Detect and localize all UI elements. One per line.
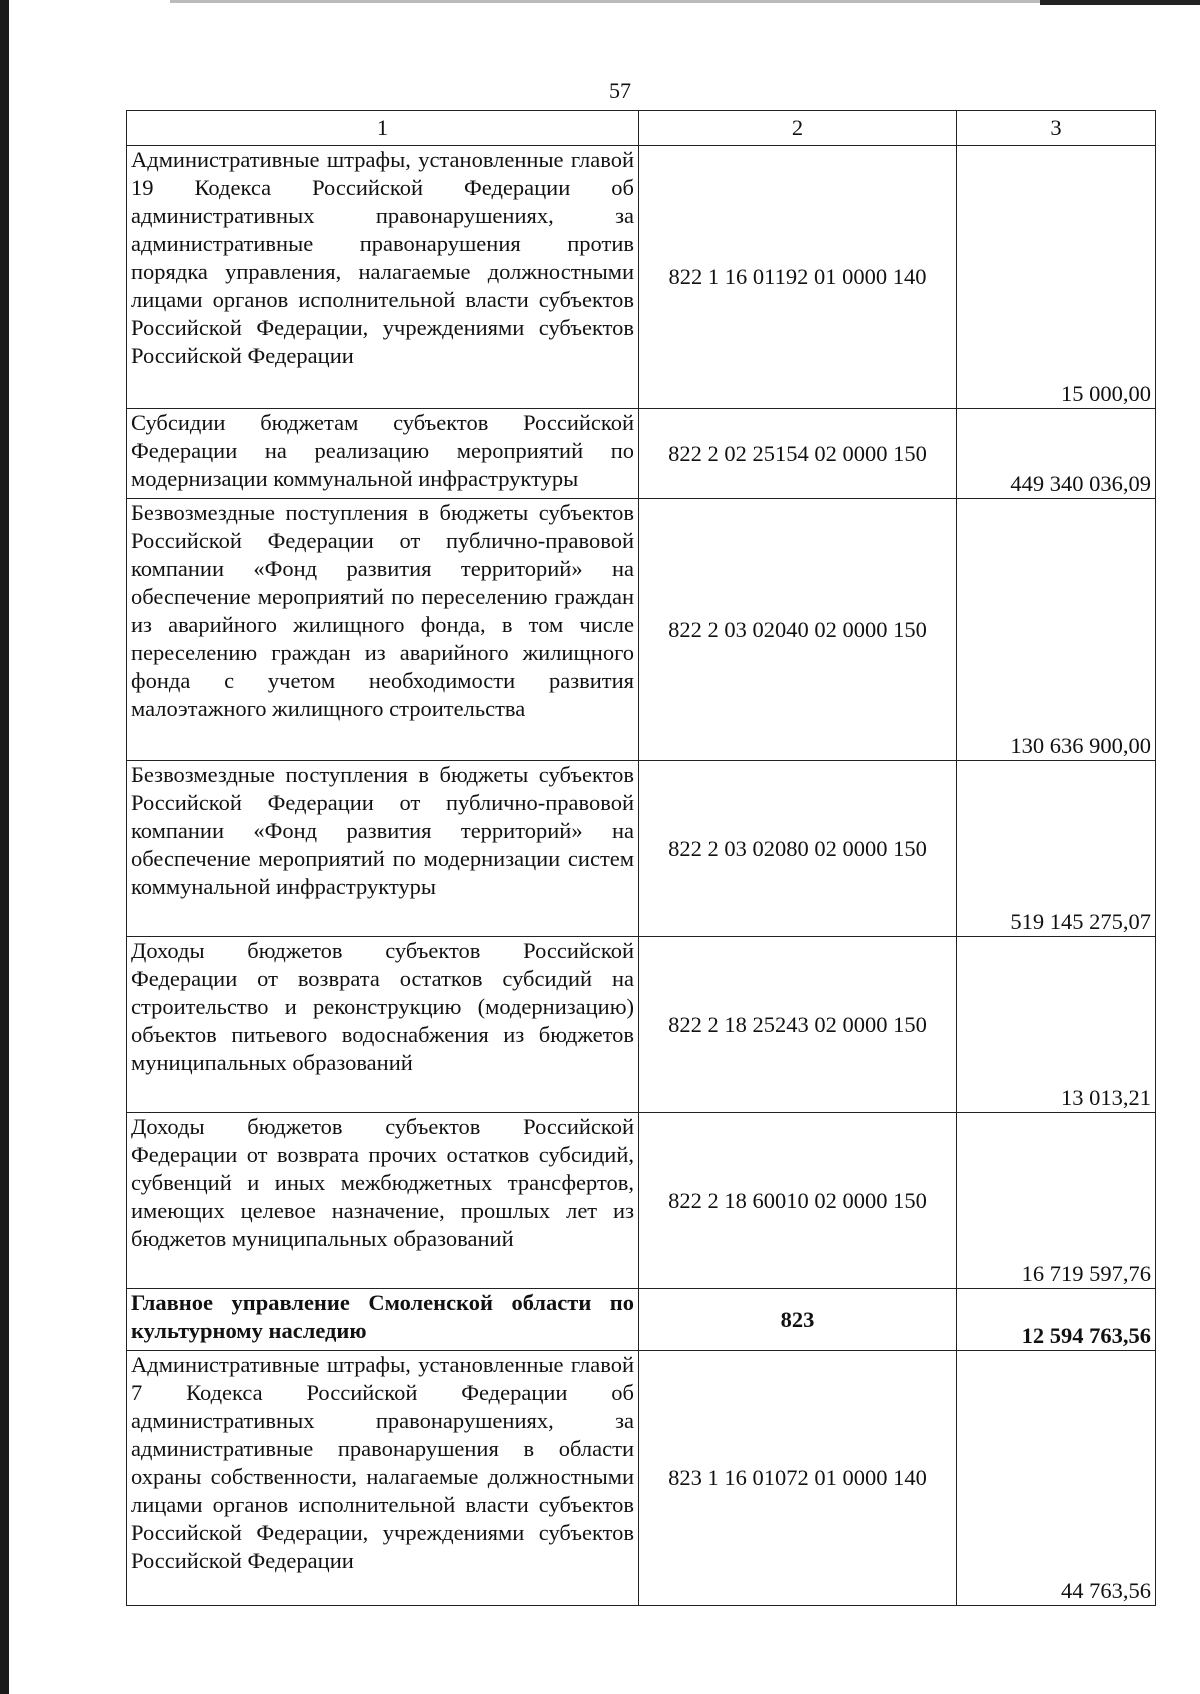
row-description: Доходы бюджетов субъектов Российской Федерации от возврата прочих остатков субсидий, субвенций и иных межбюджетных трансфертов, имеющих целевое назначение, прошлых лет из бюджетов муниципальных образований — [127, 1113, 639, 1289]
table-row — [127, 1351, 1156, 1606]
table-row — [127, 499, 1156, 761]
row-budget-code: 822 1 16 01192 01 0000 140 — [639, 146, 957, 409]
row-amount: 15 000,00 — [957, 146, 1156, 409]
row-description: Административные штрафы, установленные главой 19 Кодекса Российской Федерации об административных правонарушениях, за административные правонарушения против порядка управления, налагаемые должностными лицами органов исполнительной власти субъектов Российской Федерации, учреждениями субъектов Российской Федерации — [127, 146, 639, 409]
row-amount: 13 013,21 — [957, 937, 1156, 1113]
row-amount: 449 340 036,09 — [957, 409, 1156, 499]
row-amount: 130 636 900,00 — [957, 499, 1156, 761]
row-amount: 519 145 275,07 — [957, 761, 1156, 937]
row-amount: 16 719 597,76 — [957, 1113, 1156, 1289]
row-budget-code: 822 2 03 02080 02 0000 150 — [639, 761, 957, 937]
row-budget-code: 823 — [639, 1289, 957, 1351]
row-budget-code: 823 1 16 01072 01 0000 140 — [639, 1351, 957, 1606]
row-budget-code: 822 2 02 25154 02 0000 150 — [639, 409, 957, 499]
table-row — [127, 409, 1156, 499]
table-row — [127, 761, 1156, 937]
table-header-row — [127, 111, 1156, 146]
column-header-3: 3 — [957, 111, 1156, 146]
scan-edge-top-mark — [1040, 0, 1200, 5]
row-description: Безвозмездные поступления в бюджеты субъектов Российской Федерации от публично-правовой компании «Фонд развития территорий» на обеспечение мероприятий по переселению граждан из аварийного жилищного фонда, в том числе переселению граждан из аварийного жилищного фонда с учетом необходимости развития малоэтажного жилищного строительства — [127, 499, 639, 761]
table-row — [127, 1113, 1156, 1289]
row-description: Субсидии бюджетам субъектов Российской Федерации на реализацию мероприятий по модернизации коммунальной инфраструктуры — [127, 409, 639, 499]
column-header-1: 1 — [127, 111, 639, 146]
row-budget-code: 822 2 18 25243 02 0000 150 — [639, 937, 957, 1113]
scan-edge-left — [0, 0, 9, 1694]
row-budget-code: 822 2 18 60010 02 0000 150 — [639, 1113, 957, 1289]
row-description: Доходы бюджетов субъектов Российской Федерации от возврата остатков субсидий на строительство и реконструкцию (модернизацию) объектов питьевого водоснабжения из бюджетов муниципальных образований — [127, 937, 639, 1113]
budget-revenue-table — [126, 110, 1156, 1606]
row-amount: 44 763,56 — [957, 1351, 1156, 1606]
scan-edge-top — [170, 0, 1070, 3]
column-header-2: 2 — [639, 111, 957, 146]
row-budget-code: 822 2 03 02040 02 0000 150 — [639, 499, 957, 761]
table-row — [127, 146, 1156, 409]
table-row — [127, 937, 1156, 1113]
row-description: Административные штрафы, установленные главой 7 Кодекса Российской Федерации об административных правонарушениях, за административные правонарушения в области охраны собственности, налагаемые должностными лицами органов исполнительной власти субъектов Российской Федерации, учреждениями субъектов Российской Федерации — [127, 1351, 639, 1606]
page-number: 57 — [609, 78, 631, 103]
row-description: Главное управление Смоленской области по культурному наследию — [127, 1289, 639, 1351]
table-row-section-header — [127, 1289, 1156, 1351]
row-description: Безвозмездные поступления в бюджеты субъектов Российской Федерации от публично-правовой компании «Фонд развития территорий» на обеспечение мероприятий по модернизации систем коммунальной инфраструктуры — [127, 761, 639, 937]
row-amount: 12 594 763,56 — [957, 1289, 1156, 1351]
